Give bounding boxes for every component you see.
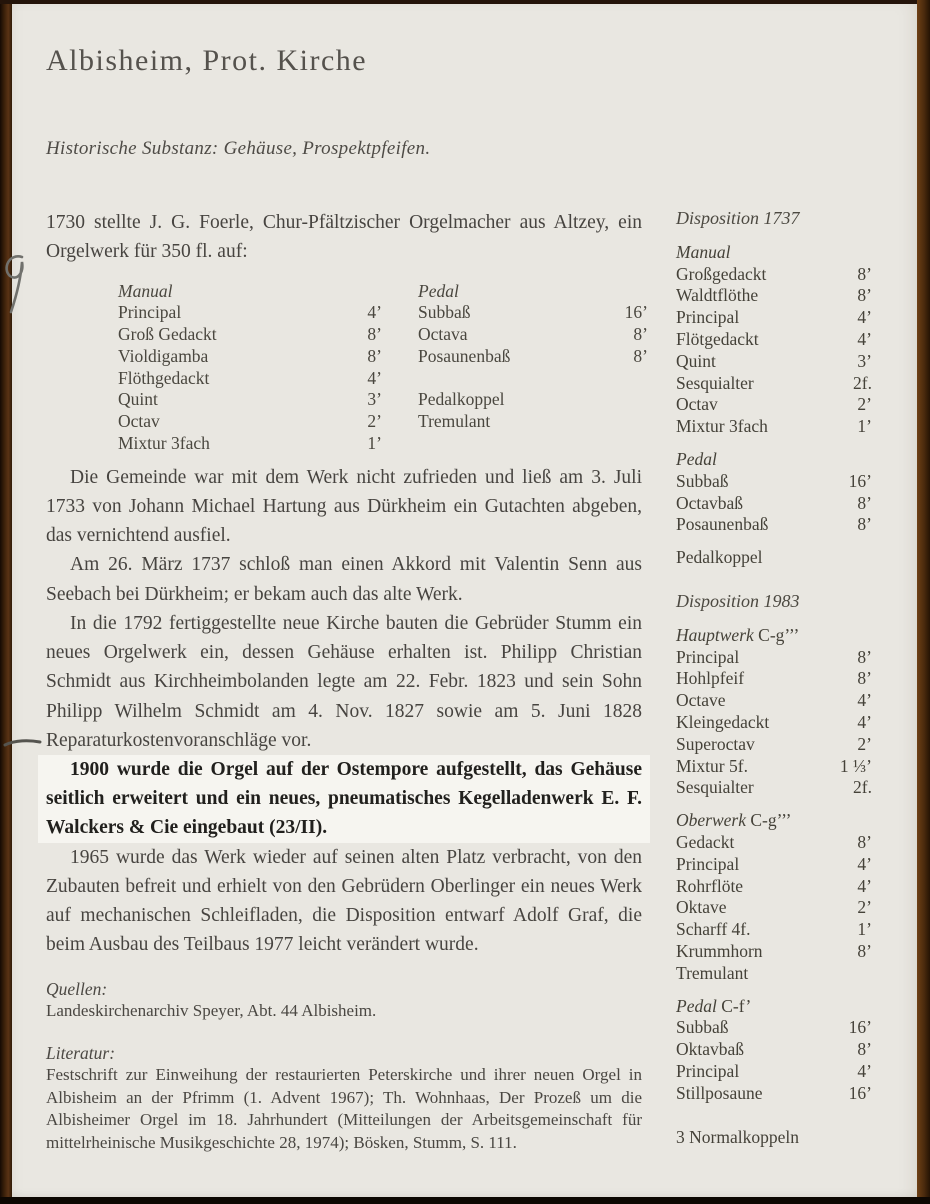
stop-pitch: 3’ xyxy=(857,350,872,371)
pedal-stop-name: Octava xyxy=(418,324,468,345)
manual-1737-heading: Manual xyxy=(676,241,731,262)
stop-pitch: 8’ xyxy=(857,1039,872,1060)
manual-stop-pitch: 8’ xyxy=(367,324,382,345)
stop-row xyxy=(676,416,872,438)
gap-cell xyxy=(382,389,418,411)
stop-name: Rohrflöte xyxy=(676,875,744,896)
stop-row xyxy=(676,285,872,307)
pedal-stop-name: Subbaß xyxy=(418,302,471,323)
hauptwerk-range: C-g’’’ xyxy=(758,624,800,645)
pedal-1737-stop-list xyxy=(676,471,872,536)
stop-row xyxy=(676,734,872,756)
scan-border-bottom xyxy=(0,1197,930,1204)
body-paragraph: In die 1792 fertiggestellte neue Kirche bauten die Gebrüder Stumm ein neues Orgelwerk ein, dessen Gehäuse erhalten ist. Philipp Christian Schmidt aus Kirchheimbolanden legte am 22. Febr. 1823 und sein Sohn Philipp Wilhelm Schmidt am 4. Nov. 1827 sowie am 5. Juni 1828 Reparaturkostenvoranschläge vor. xyxy=(46,612,642,751)
stop-row xyxy=(676,919,872,941)
pedal-column-header: Pedal xyxy=(418,280,459,301)
hauptwerk-label: Hauptwerk xyxy=(676,624,754,645)
stop-row xyxy=(676,690,872,712)
stop-row xyxy=(676,373,872,395)
manual-stop-name: Octav xyxy=(118,411,160,432)
manual-stop-pitch: 1’ xyxy=(367,433,382,454)
gap-cell xyxy=(382,411,418,433)
pedal-1737-heading: Pedal xyxy=(676,449,717,470)
disposition-1730-table xyxy=(118,280,648,455)
stop-name: Gedackt xyxy=(676,832,735,853)
pedal-stop-pitch xyxy=(570,433,648,455)
stop-name: Oktave xyxy=(676,897,727,918)
stop-row xyxy=(676,647,872,669)
stop-row xyxy=(676,307,872,329)
stop-row xyxy=(676,329,872,351)
stop-pitch: 2f. xyxy=(853,372,872,393)
stop-pitch: 4’ xyxy=(857,875,872,896)
stop-name: Hohlpfeif xyxy=(676,668,745,689)
highlighted-paragraph: 1900 wurde die Orgel auf der Ostempore aufgestellt, das Gehäuse seitlich erweitert und ein neues, pneumatisches Kegelladenwerk E. F. Walckers & Cie eingebaut (23/II). xyxy=(38,755,650,843)
stop-row xyxy=(676,941,872,963)
oberwerk-stop-list xyxy=(676,832,872,985)
pedal-1983-range: C-f’ xyxy=(721,995,752,1016)
stop-row xyxy=(676,777,872,799)
stop-pitch: 8’ xyxy=(857,646,872,667)
pedal-stop-pitch: 8’ xyxy=(633,345,648,366)
stop-row xyxy=(676,854,872,876)
stop-pitch: 8’ xyxy=(857,514,872,535)
oberwerk-heading xyxy=(676,810,872,832)
gap-cell xyxy=(382,302,418,324)
stop-pitch: 4’ xyxy=(857,1060,872,1081)
manual-stop-pitch: 2’ xyxy=(367,411,382,432)
gap-cell xyxy=(382,346,418,368)
stop-name: Mixtur 3fach xyxy=(676,416,768,437)
stop-name: Principal xyxy=(676,307,740,328)
hauptwerk-stop-list xyxy=(676,647,872,800)
gap-cell xyxy=(382,324,418,346)
quellen-section xyxy=(46,979,642,1023)
handwritten-margin-dash xyxy=(3,736,43,755)
body-paragraph: 1965 wurde das Werk wieder auf seinen alten Platz verbracht, von den Zubauten befreit und erhielt von den Gebrüdern Oberlinger ein neues Werk auf mechanischen Schleifladen, die Disposition entwarf Adolf Graf, die beim Ausbau des Teilbaus 1977 leicht verändert wurde. xyxy=(46,846,642,956)
handwritten-margin-mark xyxy=(1,252,31,321)
stop-name: Kleingedackt xyxy=(676,712,770,733)
stop-row xyxy=(676,264,872,286)
stop-name: Principal xyxy=(676,1060,740,1081)
stop-pitch: 8’ xyxy=(857,941,872,961)
literatur-section xyxy=(46,1043,642,1154)
scan-border-right xyxy=(917,0,930,1204)
stop-name: Principal xyxy=(676,646,740,667)
stop-row xyxy=(676,351,872,373)
two-column-layout xyxy=(46,208,872,1154)
pedal-stop-pitch: 16’ xyxy=(624,302,648,323)
stop-pitch: 2f. xyxy=(853,777,872,798)
scan-border-left xyxy=(0,0,12,1204)
stop-row xyxy=(676,1039,872,1061)
stop-pitch: 1’ xyxy=(857,919,872,940)
stop-name: Mixtur 5f. xyxy=(676,755,748,776)
pedal-1983-label: Pedal xyxy=(676,995,717,1016)
pedal-1983-stop-list xyxy=(676,1017,872,1104)
pedal-stop-pitch xyxy=(570,411,648,433)
stop-name: Superoctav xyxy=(676,733,755,754)
stop-name: Sesquialter xyxy=(676,372,754,393)
stop-name: Waldtflöthe xyxy=(676,285,759,306)
manual-1737-stop-list xyxy=(676,264,872,438)
normalkoppeln-line: 3 Normalkoppeln xyxy=(676,1126,799,1147)
oberwerk-label: Oberwerk xyxy=(676,810,746,831)
pedal-stop-name: Pedalkoppel xyxy=(418,389,505,410)
gap-cell xyxy=(382,433,418,455)
stop-name: Krummhorn xyxy=(676,941,763,961)
stop-pitch: 4’ xyxy=(857,712,872,733)
hauptwerk-heading xyxy=(676,625,872,647)
oberwerk-range: C-g’’’ xyxy=(750,810,792,831)
stop-row xyxy=(676,756,872,778)
stop-pitch: 8’ xyxy=(857,285,872,306)
manual-stop-pitch: 3’ xyxy=(367,389,382,410)
manual-stop-pitch: 4’ xyxy=(367,302,382,323)
stop-pitch: 4’ xyxy=(857,329,872,350)
main-text-column xyxy=(46,208,648,1154)
stop-row xyxy=(676,1017,872,1039)
pedal-stop-name xyxy=(418,368,570,390)
stop-name: Flötgedackt xyxy=(676,329,759,350)
stop-name: Oktavbaß xyxy=(676,1039,745,1060)
stop-name: Scharff 4f. xyxy=(676,919,751,940)
stop-pitch: 1 ⅓’ xyxy=(839,755,872,776)
disposition-1737-title: Disposition 1737 xyxy=(676,208,800,229)
manual-stop-name: Groß Gedackt xyxy=(118,324,217,345)
manual-stop-name: Principal xyxy=(118,302,182,323)
manual-column-header: Manual xyxy=(118,280,173,301)
pedal-stop-pitch xyxy=(570,368,648,390)
manual-stop-name: Violdigamba xyxy=(118,345,209,366)
manual-stop-pitch: 4’ xyxy=(367,367,382,388)
stop-name: Octav xyxy=(676,394,718,415)
manual-stop-pitch: 8’ xyxy=(367,345,382,366)
pedal-1983-heading xyxy=(676,996,872,1018)
stop-row xyxy=(676,832,872,854)
spacer-cell xyxy=(316,281,382,303)
stop-pitch: 4’ xyxy=(857,690,872,711)
stop-pitch: 16’ xyxy=(848,1082,872,1103)
stop-row xyxy=(676,493,872,515)
pedalkoppel-line: Pedalkoppel xyxy=(676,547,763,568)
stop-row xyxy=(676,876,872,898)
body-paragraph: Am 26. März 1737 schloß man einen Akkord mit Valentin Senn aus Seebach bei Dürkheim; er bekam auch das alte Werk. xyxy=(46,554,642,605)
pedal-stop-name: Posaunenbaß xyxy=(418,345,511,366)
subtitle: Historische Substanz: Gehäuse, Prospektpfeifen. xyxy=(46,138,431,160)
stop-pitch: 8’ xyxy=(857,668,872,689)
stop-name: Sesquialter xyxy=(676,777,754,798)
quellen-heading: Quellen: xyxy=(46,979,108,1000)
stop-pitch: 4’ xyxy=(857,853,872,874)
stop-pitch: 8’ xyxy=(857,263,872,284)
stop-name: Posaunenbaß xyxy=(676,514,769,535)
stop-pitch: 4’ xyxy=(857,307,872,328)
stop-pitch: 2’ xyxy=(857,394,872,415)
stop-row xyxy=(676,897,872,919)
pedal-stop-pitch: 8’ xyxy=(633,324,648,345)
page-title: Albisheim, Prot. Kirche xyxy=(46,44,368,78)
intro-paragraph: 1730 stellte J. G. Foerle, Chur-Pfältzischer Orgelmacher aus Altzey, ein Orgelwerk für 350 fl. auf: xyxy=(46,212,642,263)
stop-row xyxy=(676,668,872,690)
stop-pitch: 1’ xyxy=(857,416,872,437)
literatur-heading: Literatur: xyxy=(46,1042,116,1063)
stop-row xyxy=(676,1083,872,1105)
literatur-text: Festschrift zur Einweihung der restaurierten Peterskirche und ihrer neuen Orgel in Albisheim an der Pfrimm (1. Advent 1967); Th. Wohnhaas, Der Prozeß um die Albisheimer Orgel im 18. Jahrhundert (Mitteilungen der Arbeitsgemeinschaft für mittelrheinische Musikgeschichte 28, 1974); Bösken, Stumm, S. 111. xyxy=(46,1064,642,1152)
stop-row xyxy=(676,471,872,493)
body-paragraph: Die Gemeinde war mit dem Werk nicht zufrieden und ließ am 3. Juli 1733 von Johann Michael Hartung aus Dürkheim ein Gutachten abgeben, das vernichtend ausfiel. xyxy=(46,466,642,547)
disposition-1983-title: Disposition 1983 xyxy=(676,591,800,612)
stop-row xyxy=(676,1061,872,1083)
stop-pitch: 8’ xyxy=(857,832,872,853)
stop-pitch: 2’ xyxy=(857,897,872,918)
stop-row xyxy=(676,394,872,416)
stop-row xyxy=(676,514,872,536)
quellen-text: Landeskirchenarchiv Speyer, Abt. 44 Albisheim. xyxy=(46,1001,377,1021)
disposition-sidebar xyxy=(676,208,872,1154)
stop-name: Großgedackt xyxy=(676,263,767,284)
stop-name: Principal xyxy=(676,853,740,874)
manual-stop-name: Mixtur 3fach xyxy=(118,433,210,454)
gap-cell xyxy=(382,368,418,390)
pedal-stop-name: Tremulant xyxy=(418,411,491,432)
spacer-cell xyxy=(382,281,418,303)
stop-name: Subbaß xyxy=(676,470,729,491)
stop-pitch: 16’ xyxy=(848,470,872,491)
pedal-stop-pitch xyxy=(570,389,648,411)
scan-border-top xyxy=(0,0,930,4)
pedal-stop-name xyxy=(418,433,570,455)
stop-pitch: 16’ xyxy=(848,1017,872,1038)
stop-name: Quint xyxy=(676,350,716,371)
spacer-cell xyxy=(570,281,648,303)
stop-name: Octavbaß xyxy=(676,492,744,513)
manual-stop-name: Quint xyxy=(118,389,158,410)
stop-row xyxy=(676,963,872,985)
stop-pitch: 2’ xyxy=(857,733,872,754)
stop-name: Tremulant xyxy=(676,962,749,983)
stop-row xyxy=(676,712,872,734)
stop-pitch: 8’ xyxy=(857,492,872,513)
stop-name: Subbaß xyxy=(676,1017,729,1038)
stop-name: Stillposaune xyxy=(676,1082,763,1103)
manual-stop-name: Flöthgedackt xyxy=(118,367,210,388)
stop-name: Octave xyxy=(676,690,726,711)
